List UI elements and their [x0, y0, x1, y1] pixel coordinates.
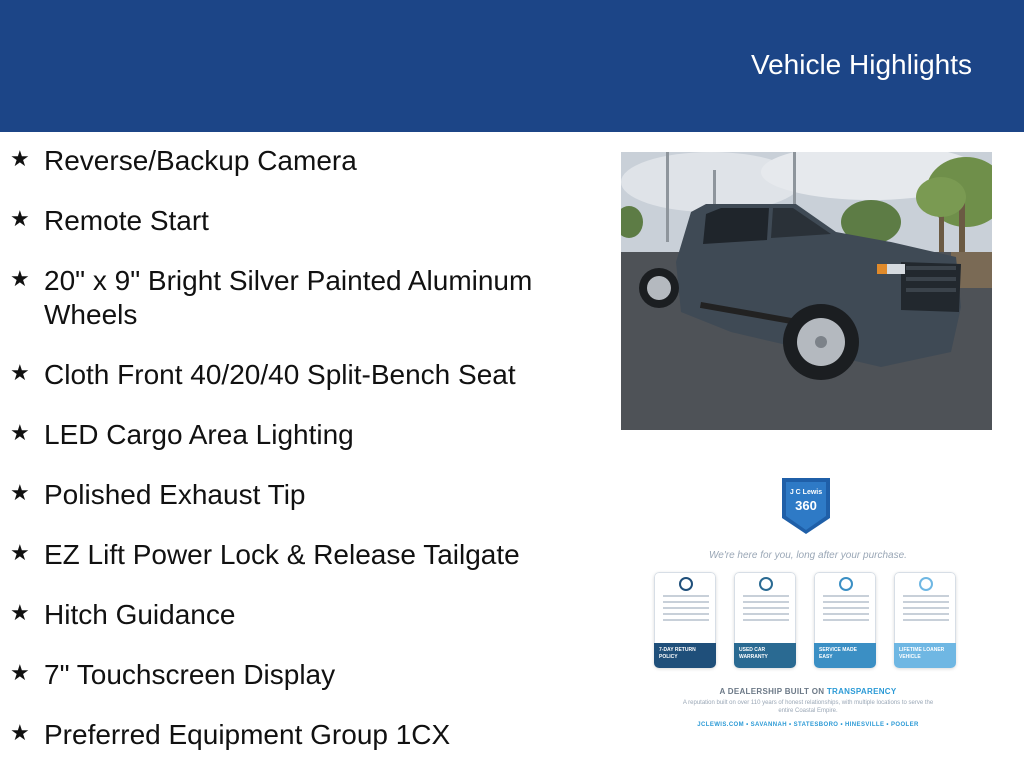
star-icon: ★ — [10, 720, 30, 745]
promo-headline-prefix: A DEALERSHIP BUILT ON — [719, 687, 827, 696]
promo-locations: JCLEWIS.COM • SAVANNAH • STATESBORO • HINESVILLE • POOLER — [697, 722, 919, 728]
star-icon: ★ — [10, 206, 30, 231]
feature-label: Reverse/Backup Camera — [44, 145, 357, 176]
promo-card — [814, 572, 876, 668]
feature-item — [10, 478, 600, 512]
badge-brand: J C Lewis — [789, 489, 823, 496]
star-icon: ★ — [10, 600, 30, 625]
feature-label: LED Cargo Area Lighting — [44, 419, 354, 450]
loaner-icon — [919, 577, 933, 591]
feature-label: Remote Start — [44, 205, 209, 236]
feature-label: Cloth Front 40/20/40 Split-Bench Seat — [44, 359, 516, 390]
star-icon: ★ — [10, 420, 30, 445]
promo-card — [654, 572, 716, 668]
card-label: SERVICE MADE EASY — [814, 643, 876, 668]
truck-photo — [621, 152, 992, 430]
feature-item — [10, 144, 600, 178]
feature-item — [10, 718, 600, 752]
star-icon: ★ — [10, 660, 30, 685]
promo-card — [894, 572, 956, 668]
promo-headline-highlight: TRANSPARENCY — [826, 687, 897, 696]
promo-subtext: A reputation built on over 110 years of honest relationships, with multiple locations to serve the entire Coastal Empire. — [682, 700, 934, 714]
star-icon: ★ — [10, 480, 30, 505]
header-banner — [0, 0, 1024, 132]
dealership-360-badge-icon — [776, 474, 836, 538]
star-icon: ★ — [10, 146, 30, 171]
feature-item — [10, 418, 600, 452]
feature-item — [10, 358, 600, 392]
feature-item — [10, 538, 600, 572]
truck-illustration — [621, 152, 992, 430]
card-label: LIFETIME LOANER VEHICLE — [894, 643, 956, 668]
feature-label: Preferred Equipment Group 1CX — [44, 719, 451, 750]
badge-number: 360 — [795, 498, 817, 513]
card-label: 7-DAY RETURN POLICY — [654, 643, 716, 668]
dealership-promo-graphic — [648, 470, 968, 740]
warranty-icon — [759, 577, 773, 591]
feature-label: EZ Lift Power Lock & Release Tailgate — [44, 539, 520, 570]
card-label: USED CAR WARRANTY — [734, 643, 796, 668]
feature-item — [10, 658, 600, 692]
feature-item — [10, 598, 600, 632]
service-icon — [839, 577, 853, 591]
return-icon — [679, 577, 693, 591]
feature-item — [10, 264, 600, 332]
star-icon: ★ — [10, 266, 30, 291]
promo-tagline: We're here for you, long after your purchase. — [709, 550, 907, 561]
promo-card — [734, 572, 796, 668]
feature-label: Hitch Guidance — [44, 599, 236, 630]
feature-label: Polished Exhaust Tip — [44, 479, 306, 510]
star-icon: ★ — [10, 540, 30, 565]
star-icon: ★ — [10, 360, 30, 385]
feature-label: 20" x 9" Bright Silver Painted Aluminum Wheels — [44, 265, 533, 330]
feature-item — [10, 204, 600, 238]
page-title: Vehicle Highlights — [750, 49, 972, 80]
feature-list — [10, 144, 600, 778]
promo-cards — [654, 572, 966, 672]
promo-headline — [648, 687, 968, 696]
feature-label: 7" Touchscreen Display — [44, 659, 336, 690]
